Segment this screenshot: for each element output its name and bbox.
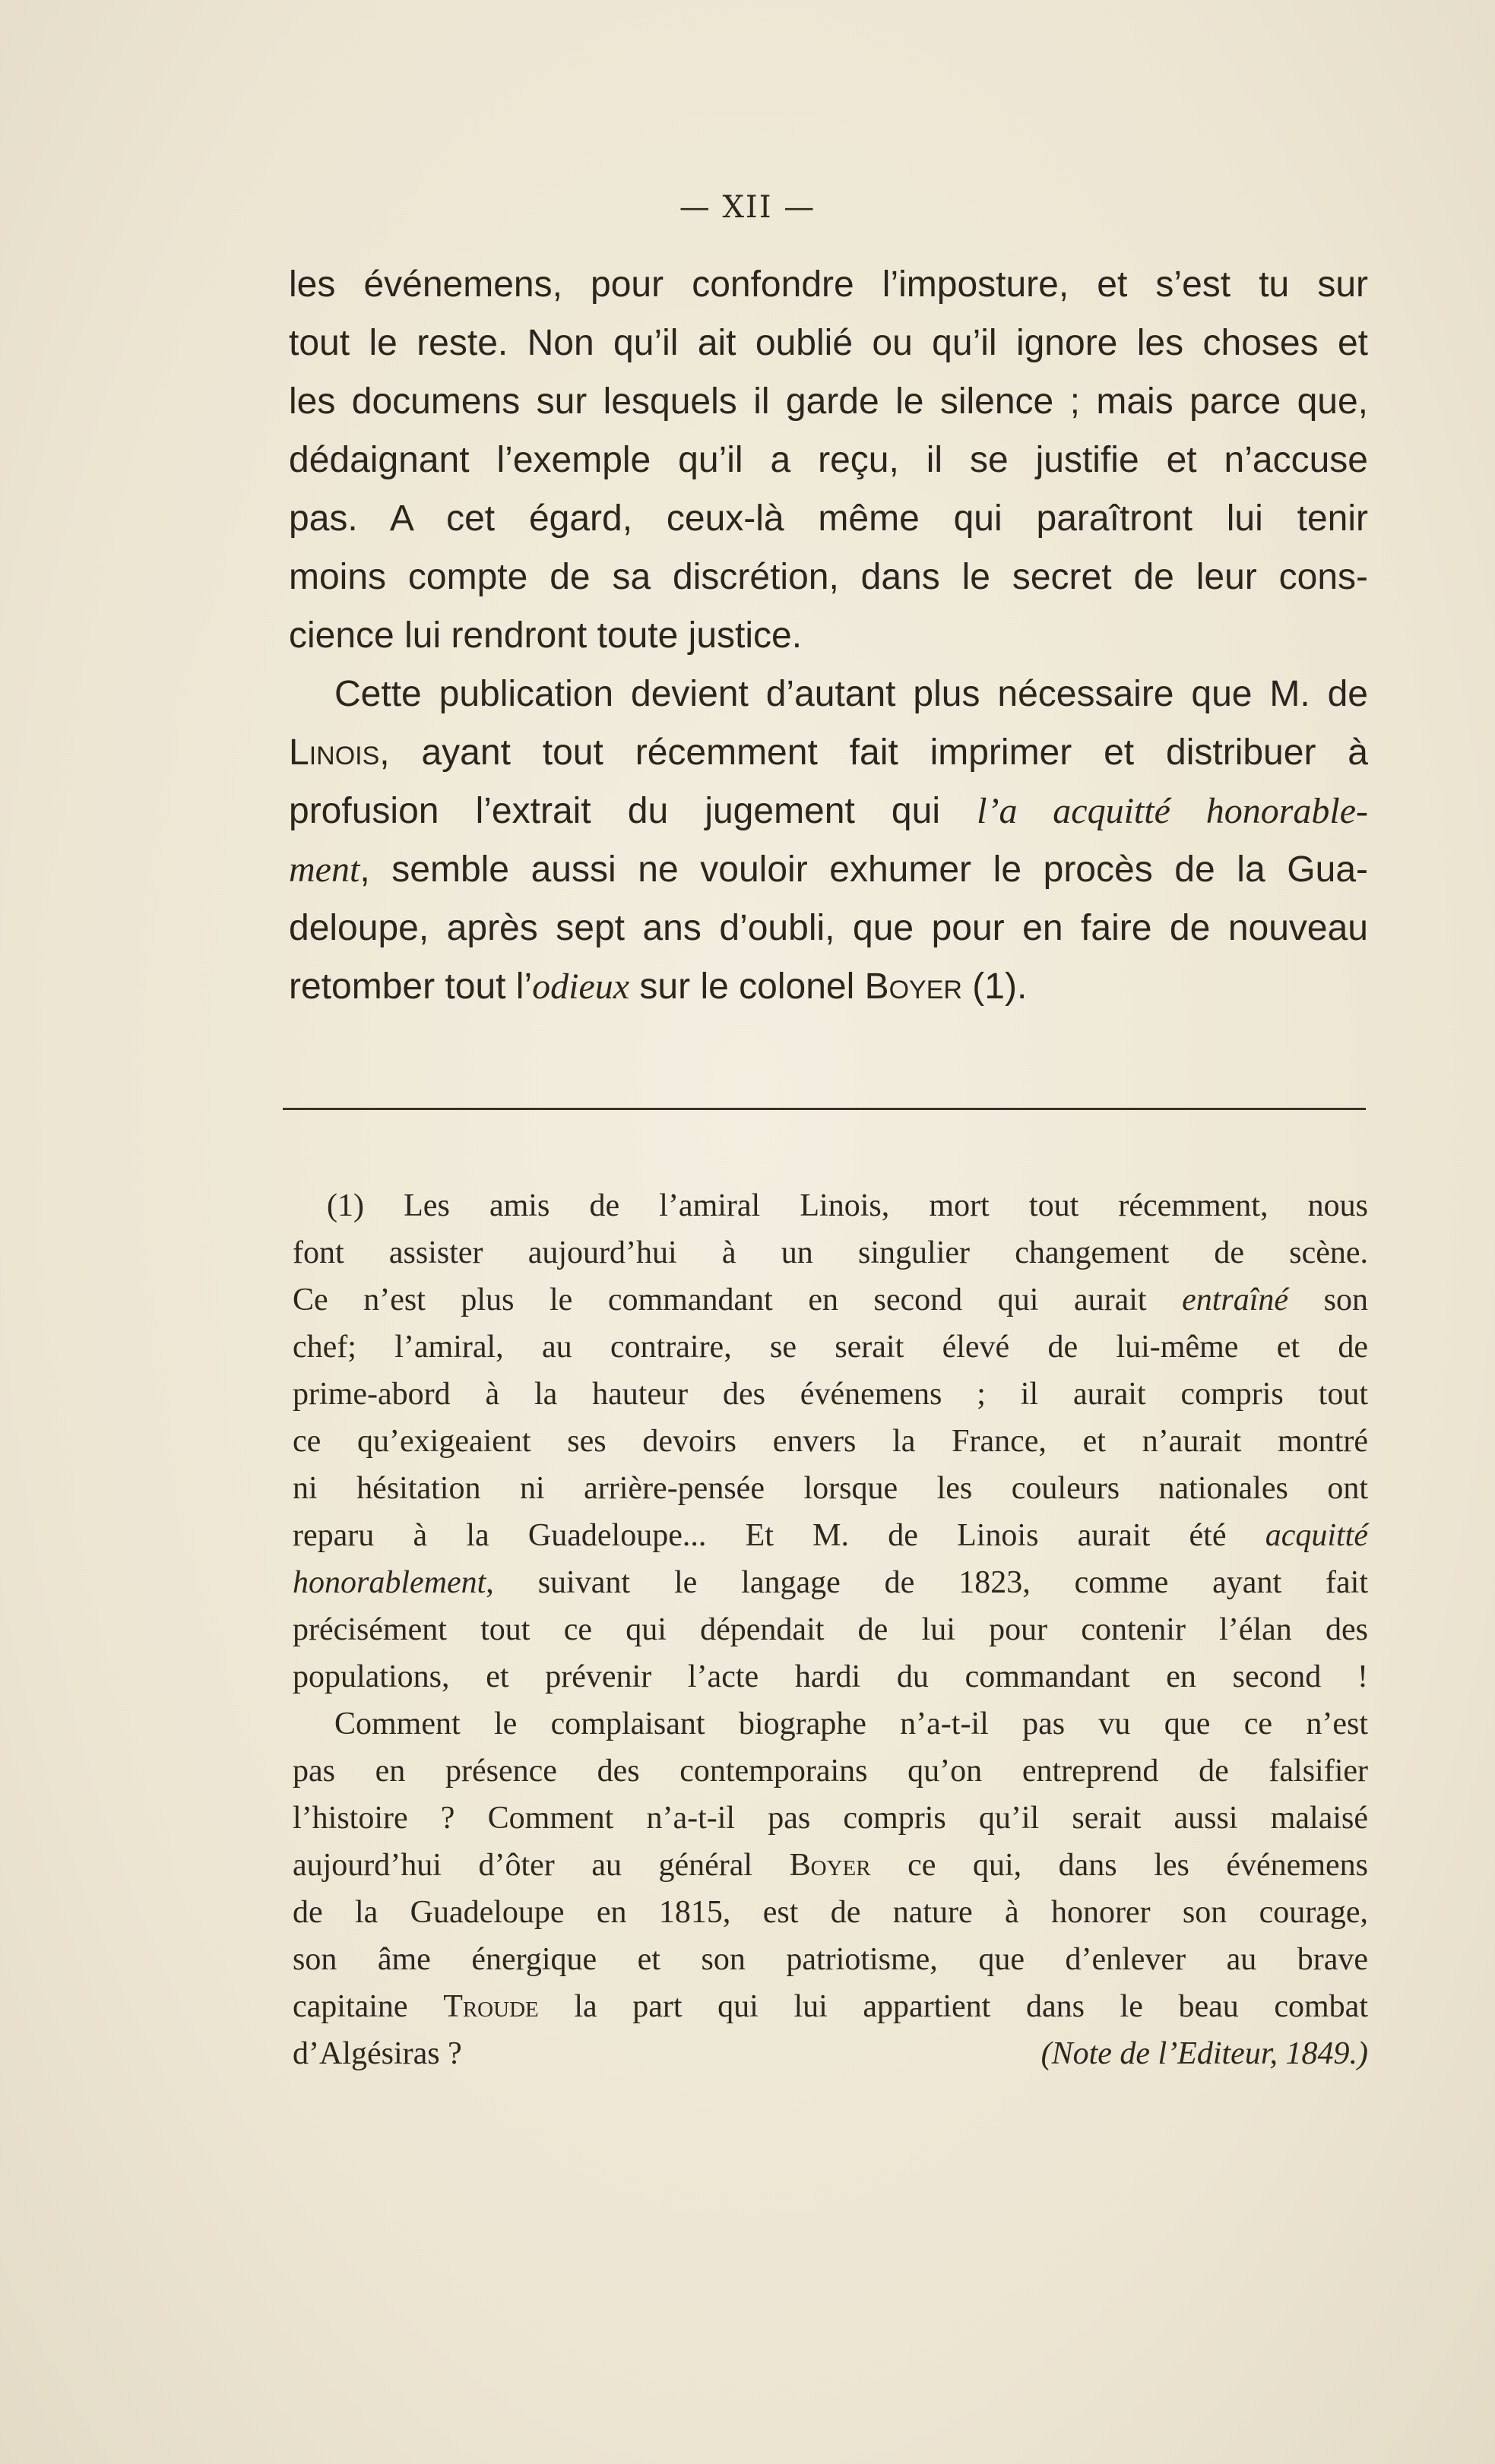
- text-line: tout le reste. Non qu’il ait oublié ou qu’il ignore les choses et: [289, 323, 1368, 363]
- name-boyer: Boyer: [789, 1848, 871, 1883]
- italic-span: acquitté: [1265, 1518, 1368, 1553]
- italic-span: honorablement: [293, 1565, 486, 1600]
- text-span: capitaine: [293, 1989, 444, 2024]
- text-span: , semble aussi ne vouloir exhumer le procès de la Gua-: [359, 849, 1368, 890]
- text-line: dédaignant l’exemple qu’il a reçu, il se justifie et n’accuse: [289, 440, 1368, 480]
- text-span: , suivant le langage de 1823, comme ayant fait: [486, 1565, 1368, 1600]
- name-boyer: Boyer: [864, 966, 962, 1007]
- text-line: les événemens, pour confondre l’imposture, et s’est tu sur: [289, 264, 1368, 305]
- name-linois: Linois: [289, 732, 380, 773]
- footnote-line: [293, 2030, 1368, 2077]
- footnote-separator: [283, 1108, 1366, 1110]
- text-line: [289, 723, 1368, 782]
- text-span: Ce n’est plus le commandant en second qui aurait: [293, 1283, 1183, 1317]
- text-span: son: [1288, 1283, 1368, 1317]
- text-line: moins compte de sa discrétion, dans le secret de leur cons-: [289, 557, 1368, 597]
- footnote-line: populations, et prévenir l’acte hardi du commandant en second !: [293, 1659, 1368, 1694]
- footnote-line: [293, 1276, 1368, 1324]
- text-line: cience lui rendront toute justice.: [289, 615, 803, 656]
- text-span: ce qui, dans les événemens: [870, 1848, 1368, 1883]
- footnote-line: prime-abord à la hauteur des événemens ; il aurait compris tout: [293, 1377, 1368, 1412]
- footnote-line: [293, 1512, 1368, 1559]
- text-line: deloupe, après sept ans d’oubli, que pour en faire de nouveau: [289, 908, 1368, 948]
- italic-span: ment: [289, 849, 360, 890]
- footnote-line: Comment le complaisant biographe n’a-t-il pas vu que ce n’est: [334, 1706, 1368, 1741]
- name-troude: Troude: [443, 1989, 539, 2024]
- footnote-line: chef; l’amiral, au contraire, se serait élevé de lui-même et de: [293, 1330, 1368, 1365]
- footnote-line: pas en présence des contemporains qu’on entreprend de falsifier: [293, 1754, 1368, 1789]
- footnote-line: ni hésitation ni arrière-pensée lorsque les couleurs nationales ont: [293, 1471, 1368, 1506]
- text-span: d’Algésiras ?: [293, 2036, 462, 2071]
- footnote-line: [293, 1842, 1368, 1889]
- text-line: Cette publication devient d’autant plus nécessaire que M. de: [334, 674, 1368, 714]
- text-line: [289, 840, 1368, 899]
- main-text: [289, 255, 1368, 1016]
- text-line: [289, 782, 1368, 840]
- footnote-line: l’histoire ? Comment n’a-t-il pas compris qu’il serait aussi malaisé: [293, 1801, 1368, 1836]
- text-span: sur le colonel: [629, 966, 865, 1007]
- page-header: — XII —: [679, 190, 816, 225]
- text-span: , ayant tout récemment fait imprimer et distribuer à: [379, 732, 1368, 773]
- footnote-line: précisément tout ce qui dépendait de lui pour contenir l’élan des: [293, 1612, 1368, 1647]
- footnote-line: de la Guadeloupe en 1815, est de nature à honorer son courage,: [293, 1895, 1368, 1930]
- text-line: pas. A cet égard, ceux-là même qui paraîtront lui tenir: [289, 498, 1368, 539]
- text-line: les documens sur lesquels il garde le silence ; mais parce que,: [289, 381, 1368, 422]
- footnote-line: son âme énergique et son patriotisme, que d’enlever au brave: [293, 1942, 1368, 1977]
- footnote-line: [293, 1559, 1368, 1606]
- italic-span: l’a acquitté honorable-: [977, 791, 1368, 831]
- footnote-line: [293, 1983, 1368, 2030]
- text-span: aujourd’hui d’ôter au général: [293, 1848, 790, 1883]
- footnote-line: ce qu’exigeaient ses devoirs envers la France, et n’aurait montré: [293, 1424, 1368, 1459]
- footnote: [293, 1182, 1368, 2077]
- text-span: reparu à la Guadeloupe... Et M. de Linois aurait été: [293, 1518, 1265, 1553]
- text-span: profusion l’extrait du jugement qui: [289, 791, 977, 831]
- footnote-line: (1) Les amis de l’amiral Linois, mort tout récemment, nous: [327, 1188, 1368, 1223]
- footnote-ref: (1).: [961, 966, 1028, 1007]
- italic-span: odieux: [532, 966, 630, 1007]
- italic-span: entraîné: [1182, 1283, 1289, 1317]
- editor-signature: (Note de l’Editeur, 1849.): [1040, 2036, 1368, 2071]
- text-span: retomber tout l’: [289, 966, 533, 1007]
- text-line: [289, 957, 1368, 1016]
- footnote-line: font assister aujourd’hui à un singulier changement de scène.: [293, 1235, 1368, 1270]
- text-span: la part qui lui appartient dans le beau combat: [538, 1989, 1368, 2024]
